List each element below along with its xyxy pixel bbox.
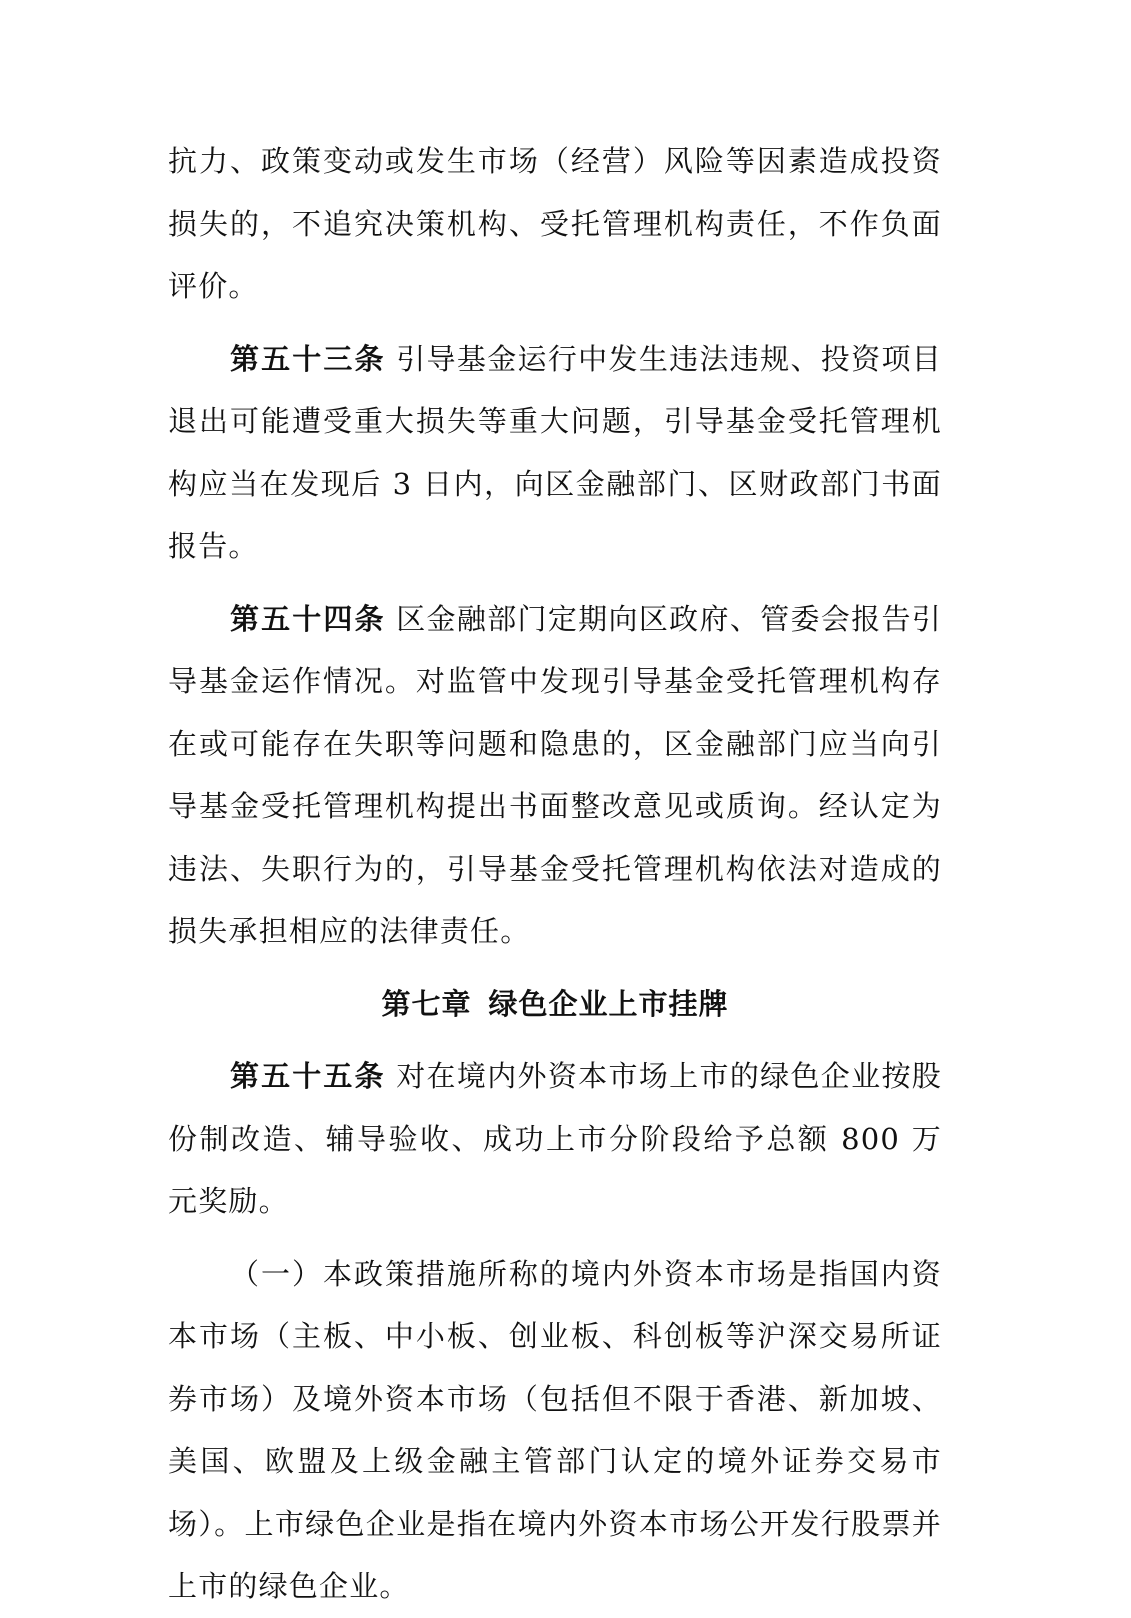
clause-1	[168, 1243, 942, 1618]
chapter-title: 第七章 绿色企业上市挂牌	[381, 986, 729, 1021]
article-54	[168, 588, 942, 963]
article-label: 第五十四条	[230, 601, 386, 636]
article-label: 第五十三条	[230, 341, 386, 376]
paragraph-text: 抗力、政策变动或发生市场（经营）风险等因素造成投资损失的，不追究决策机构、受托管理机构责任，不作负面评价。	[168, 144, 942, 303]
article-text: 区金融部门定期向区政府、管委会报告引导基金运作情况。对监管中发现引导基金受托管理机构存在或可能存在失职等问题和隐患的，区金融部门应当向引导基金受托管理机构提出书面整改意见或质询。经认定为违法、失职行为的，引导基金受托管理机构依法对造成的损失承担相应的法律责任。	[168, 601, 942, 948]
paragraph-continuation	[168, 130, 942, 318]
article-text: 引导基金运行中发生违法违规、投资项目退出可能遭受重大损失等重大问题，引导基金受托管理机构应当在发现后 3 日内，向区金融部门、区财政部门书面报告。	[168, 341, 942, 563]
document-body	[168, 130, 942, 1618]
article-55	[168, 1045, 942, 1233]
article-text: 对在境内外资本市场上市的绿色企业按股份制改造、辅导验收、成功上市分阶段给予总额 800 万元奖励。	[168, 1059, 942, 1218]
article-53	[168, 328, 942, 578]
article-label: 第五十五条	[230, 1059, 386, 1093]
clause-text: （一）本政策措施所称的境内外资本市场是指国内资本市场（主板、中小板、创业板、科创板等沪深交易所证券市场）及境外资本市场（包括但不限于香港、新加坡、美国、欧盟及上级金融主管部门认定的境外证券交易市场）。上市绿色企业是指在境内外资本市场公开发行股票并上市的绿色企业。	[168, 1256, 942, 1603]
